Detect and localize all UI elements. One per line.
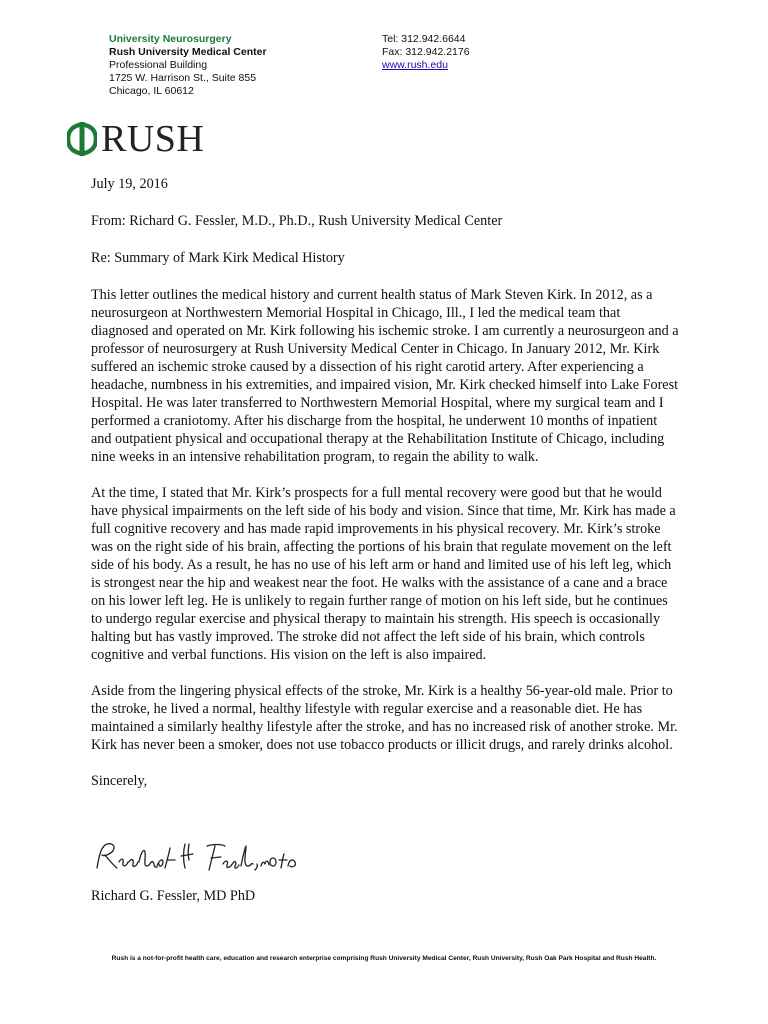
building-name: Professional Building — [109, 59, 208, 71]
handwritten-signature — [93, 838, 303, 878]
footer-disclaimer: Rush is a not-for-profit health care, education and research enterprise comprising Rush University Medical Center, Rush University, Rush Oak Park Hospital and Rush Health. — [111, 955, 657, 962]
website-link[interactable]: www.rush.edu — [382, 59, 448, 71]
telephone: Tel: 312.942.6644 — [382, 33, 466, 45]
paragraph-history: This letter outlines the medical history and current health status of Mark Steven Kirk. In 2012, as a neurosurgeon at Northwestern Memorial Hospital in Chicago, Ill., I led the medical team that diagnosed and operated on Mr. Kirk following his ischemic stroke. I am currently a neurosurgeon and a professor of neurosurgery at Rush University Medical Center in Chicago. In January 2012, Mr. Kirk suffered an ischemic stroke caused by a dissection of his right carotid artery. After experiencing a headache, numbness in his extremities, and impaired vision, Mr. Kirk checked himself into Lake Forest Hospital. He was later transferred to Northwestern Memorial Hospital, where my surgical team and I performed a craniotomy. After his discharge from the hospital, he underwent 10 months of inpatient and outpatient physical and occupational therapy at the Rehabilitation Institute of Chicago, including nine weeks in an intensive rehabilitation program, to regain the ability to walk. — [91, 287, 679, 465]
city-address: Chicago, IL 60612 — [109, 85, 194, 97]
paragraph-health: Aside from the lingering physical effects of the stroke, Mr. Kirk is a healthy 56-year-old male. Prior to the stroke, he lived a normal, healthy lifestyle with regular exercise and a reasonable diet. He has maintained a similarly healthy lifestyle after the stroke, and has no increased risk of another stroke. Mr. Kirk has never been a smoker, does not use tobacco products or illicit drugs, and rarely drinks alcohol. — [91, 683, 678, 753]
letter-subject: Re: Summary of Mark Kirk Medical History — [91, 250, 345, 266]
department-name: University Neurosurgery — [109, 33, 232, 45]
rush-emblem-icon — [67, 121, 97, 157]
letterhead-contact — [382, 33, 470, 72]
fax: Fax: 312.942.2176 — [382, 46, 470, 58]
letter-from: From: Richard G. Fessler, M.D., Ph.D., Rush University Medical Center — [91, 213, 503, 229]
street-address: 1725 W. Harrison St., Suite 855 — [109, 72, 257, 84]
rush-logo — [67, 119, 204, 159]
letter-date: July 19, 2016 — [91, 176, 168, 192]
letter-body — [91, 175, 681, 790]
center-name: Rush University Medical Center — [109, 46, 267, 58]
letterhead-address — [109, 33, 267, 98]
rush-wordmark: RUSH — [101, 118, 205, 160]
paragraph-recovery: At the time, I stated that Mr. Kirk’s prospects for a full mental recovery were good but that he would have physical impairments on the left side of his body and vision. Since that time, Mr. Kirk has made a full cognitive recovery and has made rapid improvements in his physical recovery. Mr. Kirk’s stroke was on the right side of his brain, affecting the portions of his brain that regulate movement on the left side of his body. As a result, he has no use of his left arm or hand and limited use of his left leg, which is strongest near the hip and weakest near the foot. He walks with the assistance of a cane and a brace on his lower left leg. He is unlikely to regain further range of motion on his left side, but he continues to undergo regular exercise and physical therapy to maintain his strength. His speech is occasionally halting but has vastly improved. The stroke did not affect the left side of his brain, which controls cognitive and verbal functions. His vision on the left is also impaired. — [91, 485, 676, 663]
letter-closing: Sincerely, — [91, 773, 148, 789]
signer-name: Richard G. Fessler, MD PhD — [91, 888, 256, 904]
